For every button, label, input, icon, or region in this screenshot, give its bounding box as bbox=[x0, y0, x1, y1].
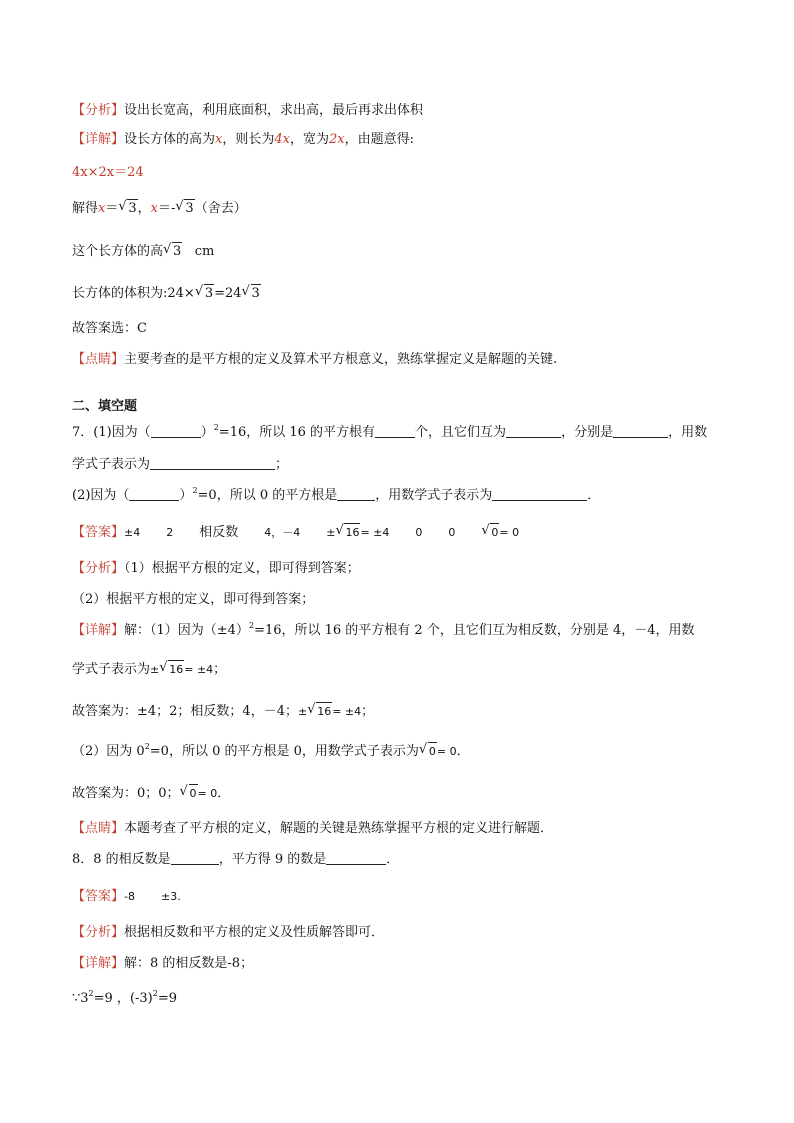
detail-tag: 【详解】 bbox=[72, 956, 125, 971]
math-text: =9 bbox=[157, 991, 178, 1006]
answer-item: ±3. bbox=[160, 890, 181, 903]
superscript: 2 bbox=[144, 742, 150, 751]
detail-text: ，宽为 bbox=[290, 132, 330, 147]
q6-detail bbox=[72, 131, 414, 149]
height-text: 这个长方体的高 bbox=[72, 244, 164, 259]
comment-tag: 【点睛】 bbox=[72, 352, 125, 367]
analysis-text: 设出长宽高，利用底面积，求出高，最后再求出体积 bbox=[124, 103, 424, 118]
superscript: 2 bbox=[88, 989, 94, 998]
detail-text: 解：（1）因为（±4） bbox=[124, 623, 249, 638]
q6-solve bbox=[72, 199, 247, 218]
volume-text: 长方体的体积为:24× bbox=[72, 286, 195, 301]
detail-text: ． bbox=[456, 744, 470, 759]
comment-tag: 【点睛】 bbox=[72, 821, 125, 836]
analysis-text: （1）根据平方根的定义，即可得到答案； bbox=[124, 561, 360, 576]
sqrt-expression: √ 16 bbox=[159, 660, 184, 679]
answer-item: 0 bbox=[415, 526, 423, 539]
detail-text: 设长方体的高为 bbox=[124, 132, 216, 147]
plus-minus: ± bbox=[326, 526, 336, 539]
q7-analysis1 bbox=[72, 560, 360, 578]
q8-analysis bbox=[72, 924, 384, 942]
detail-text: ； bbox=[213, 662, 227, 677]
stem-text: ； bbox=[275, 457, 289, 472]
blank bbox=[375, 424, 415, 438]
sqrt-expression: √ 3 bbox=[118, 199, 137, 216]
q6-choice: 故答案选：C bbox=[72, 321, 147, 336]
stem-text: ，平方得 9 的数是 bbox=[218, 852, 327, 867]
detail-text: ，由题意得: bbox=[344, 132, 415, 147]
detail-text: = ±4 bbox=[184, 663, 214, 676]
blank bbox=[150, 456, 275, 470]
blank bbox=[326, 851, 386, 865]
solve-text: 解得 bbox=[72, 201, 99, 216]
stem-text: 7．(1)因为（ bbox=[72, 425, 151, 440]
var-4x: 4x bbox=[274, 132, 290, 147]
stem-text: ） bbox=[179, 488, 193, 503]
q8-answer bbox=[72, 888, 181, 906]
answer-item: 相反数 bbox=[199, 525, 239, 540]
q7-stem-line2 bbox=[72, 456, 288, 474]
q7-detail3 bbox=[72, 742, 470, 761]
analysis-tag: 【分析】 bbox=[72, 561, 125, 576]
comment-text: 本题考查了平方根的定义，解题的关键是熟练掌握平方根的定义进行解题． bbox=[124, 821, 554, 836]
analysis-tag: 【分析】 bbox=[72, 925, 125, 940]
detail-tag: 【详解】 bbox=[72, 623, 125, 638]
q7-answer2 bbox=[72, 784, 230, 803]
q6-comment bbox=[72, 351, 557, 369]
detail-text: ，则长为 bbox=[222, 132, 275, 147]
q7-comment bbox=[72, 820, 553, 838]
answer-tag: 【答案】 bbox=[72, 889, 125, 904]
q6-equation: 4x×2x＝24 bbox=[72, 165, 144, 180]
answer-text: ． bbox=[217, 786, 231, 801]
superscript: 2 bbox=[152, 989, 158, 998]
q6-height bbox=[72, 242, 214, 261]
equals: ＝ bbox=[105, 201, 119, 216]
blank bbox=[506, 424, 561, 438]
blank bbox=[129, 487, 179, 501]
answer-text: = ±4 bbox=[332, 705, 362, 718]
sqrt-expression: √ 3 bbox=[175, 199, 194, 216]
answer-item: 0 bbox=[448, 526, 456, 539]
sqrt-expression: √ 16 bbox=[307, 702, 332, 721]
q7-detail2 bbox=[72, 660, 226, 679]
stem-text: 个，且它们互为 bbox=[415, 425, 507, 440]
equals: ＝- bbox=[158, 201, 176, 216]
answer-item: = 0 bbox=[499, 526, 520, 539]
q7-stem-line1 bbox=[72, 424, 707, 442]
sqrt-expression: √ 0 bbox=[419, 742, 437, 761]
stem-text: ． bbox=[386, 852, 400, 867]
q7-detail1 bbox=[72, 622, 695, 640]
answer-item: 2 bbox=[166, 526, 174, 539]
stem-text: ） bbox=[200, 425, 214, 440]
answer-text: = 0 bbox=[197, 787, 218, 800]
q7-answer bbox=[72, 523, 519, 542]
answer-item: ±4 bbox=[124, 526, 141, 539]
stem-text: =16，所以 16 的平方根有 bbox=[218, 425, 376, 440]
unit: cm bbox=[194, 244, 215, 259]
stem-text: 学式子表示为 bbox=[72, 457, 151, 472]
math-text: =9 ， bbox=[93, 991, 130, 1006]
answer-item: 4，－4 bbox=[264, 526, 301, 539]
stem-text: 8．8 的相反数是 bbox=[72, 852, 171, 867]
plus-minus: ± bbox=[150, 663, 160, 676]
stem-text: ，用数 bbox=[668, 425, 708, 440]
answer-text: 故答案为：0；0； bbox=[72, 786, 180, 801]
stem-text: ． bbox=[587, 488, 601, 503]
var-x: x bbox=[215, 132, 223, 147]
stem-text: ，用数学式子表示为 bbox=[375, 488, 493, 503]
detail-tag: 【详解】 bbox=[72, 132, 125, 147]
q8-last-line bbox=[72, 990, 177, 1008]
superscript: 2 bbox=[248, 621, 255, 630]
analysis-text: 根据相反数和平方根的定义及性质解答即可． bbox=[124, 925, 385, 940]
var-2x: 2x bbox=[329, 132, 345, 147]
superscript: 2 bbox=[192, 486, 198, 495]
blank bbox=[613, 424, 668, 438]
detail-text: =16，所以 16 的平方根有 2 个，且它们互为相反数，分别是 4，－4，用数 bbox=[254, 623, 695, 638]
comma: ， bbox=[137, 201, 151, 216]
detail-text: 解：8 的相反数是-8； bbox=[124, 956, 254, 971]
section-heading: 二、填空题 bbox=[72, 399, 138, 414]
comment-text: 主要考查的是平方根的定义及算术平方根意义，熟练掌握定义是解题的关键. bbox=[124, 352, 558, 367]
stem-text: =0，所以 0 的平方根是 bbox=[197, 488, 338, 503]
q6-volume bbox=[72, 284, 261, 303]
blank bbox=[492, 487, 587, 501]
sqrt-expression: √ 0 bbox=[180, 784, 198, 803]
stem-text: ，分别是 bbox=[561, 425, 614, 440]
answer-text: 故答案为：±4；2；相反数；4，－4； bbox=[72, 704, 298, 719]
blank bbox=[151, 424, 201, 438]
analysis-tag: 【分析】 bbox=[72, 103, 125, 118]
stem-text: (2)因为（ bbox=[72, 488, 130, 503]
detail-text: = 0 bbox=[436, 745, 457, 758]
blank bbox=[171, 851, 219, 865]
sqrt-expression: √ 3 bbox=[194, 284, 214, 301]
blank bbox=[337, 487, 375, 501]
q8-detail bbox=[72, 955, 253, 973]
sqrt-expression: √ 3 bbox=[241, 284, 260, 301]
answer-item: = ±4 bbox=[360, 526, 390, 539]
answer-text: ； bbox=[361, 704, 375, 719]
var-x: x bbox=[98, 201, 106, 216]
solve-note: （舍去） bbox=[194, 201, 247, 216]
q7-stem-line3 bbox=[72, 487, 600, 505]
math-text: ∵3 bbox=[72, 991, 89, 1006]
q8-stem bbox=[72, 851, 399, 869]
q7-answer1 bbox=[72, 702, 374, 721]
detail-text: 学式子表示为 bbox=[72, 662, 151, 677]
sqrt-expression: √ 16 bbox=[335, 523, 360, 542]
detail-text: （2）因为 0 bbox=[72, 744, 145, 759]
sqrt-expression: √ 0 bbox=[481, 523, 499, 542]
math-text: (-3) bbox=[129, 991, 153, 1006]
detail-text: =0，所以 0 的平方根是 0，用数学式子表示为 bbox=[149, 744, 419, 759]
q6-analysis bbox=[72, 102, 423, 120]
plus-minus: ± bbox=[297, 705, 308, 718]
var-x: x bbox=[150, 201, 159, 216]
sqrt-expression: √ 3 bbox=[163, 242, 182, 259]
answer-item: -8 bbox=[124, 890, 135, 903]
answer-tag: 【答案】 bbox=[72, 525, 125, 540]
volume-text: =24 bbox=[214, 286, 242, 301]
q7-analysis2: （2）根据平方根的定义，即可得到答案； bbox=[72, 592, 315, 607]
superscript: 2 bbox=[213, 423, 219, 432]
